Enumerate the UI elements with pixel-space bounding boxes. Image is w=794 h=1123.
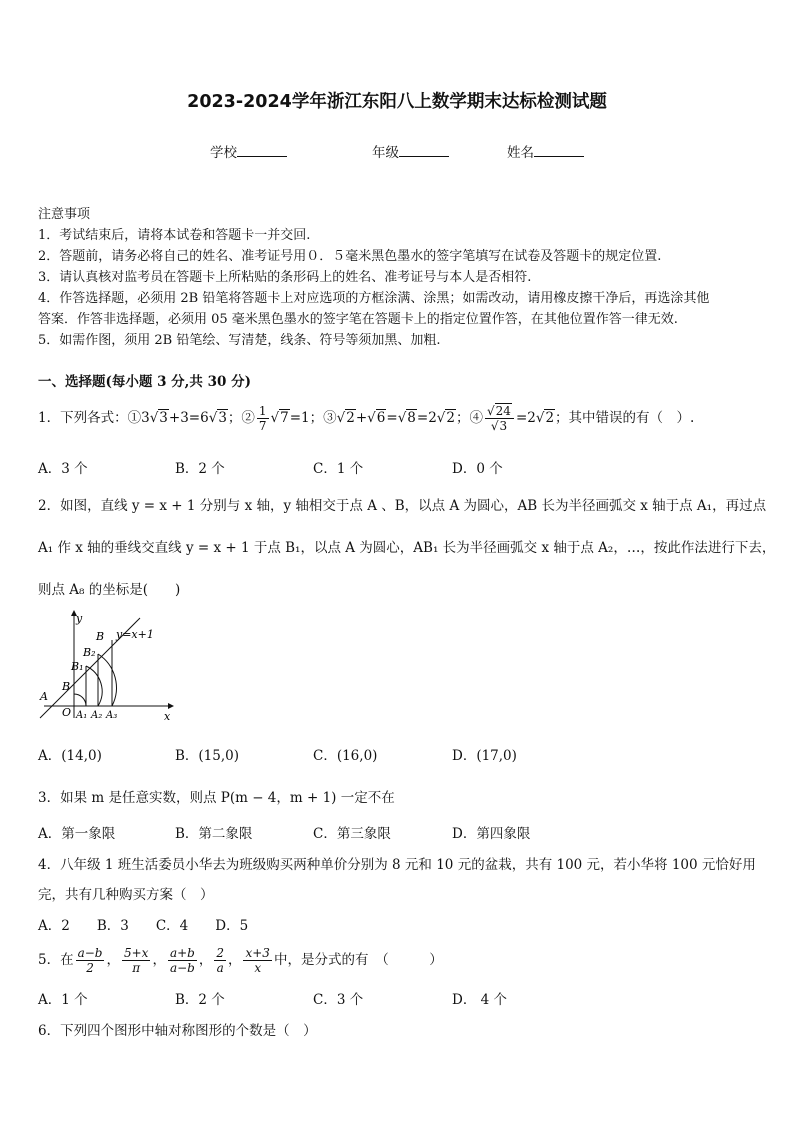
- grade-label: 年级: [372, 145, 399, 161]
- point-a-label: A: [40, 690, 48, 703]
- question-4-line1: 4．八年级 1 班生活委员小华去为班级购买两种单价分别为 8 元和 10 元的盆栽，共有 100 元，若小华将 100 元恰好用: [38, 857, 756, 873]
- option-c[interactable]: C．(16,0): [313, 748, 378, 764]
- point-b3-label: B: [96, 630, 105, 643]
- question-2-figure: [36, 608, 176, 720]
- school-field[interactable]: [210, 141, 287, 161]
- point-a1-label: A₁: [76, 710, 88, 720]
- notice-item: 5．如需作图，须用 2B 铅笔绘、写清楚，线条、符号等须加黑、加粗.: [38, 333, 441, 348]
- option-b[interactable]: B．2 个: [175, 992, 225, 1008]
- option-a[interactable]: A．(14,0): [38, 748, 102, 764]
- question-1: 1．下列各式：①3√3+3=6√3；② $\frac{1}{7}$ √7=1；③√2+√6=√8=2√2；④ $\frac{√24}{√3}$ =2√2；其中错误的有（ ）.: [38, 404, 695, 433]
- line-label: y=x+1: [116, 628, 154, 641]
- option-a[interactable]: A．1 个: [38, 992, 88, 1008]
- x-axis-label: x: [164, 710, 171, 720]
- option-b[interactable]: B．2 个: [175, 461, 225, 477]
- notice-item: 3．请认真核对监考员在答题卡上所粘贴的条形码上的姓名、准考证号与本人是否相符.: [38, 270, 532, 285]
- grade-field[interactable]: [372, 141, 449, 161]
- question-2-line1: 2．如图，直线 y = x + 1 分别与 x 轴，y 轴相交于点 A 、B，以点 A 为圆心，AB 长为半径画弧交 x 轴于点 A₁，再过点: [38, 498, 767, 514]
- option-a[interactable]: A．3 个: [38, 461, 88, 477]
- option-d[interactable]: D．第四象限: [452, 826, 531, 842]
- question-5: 5．在 $\frac{a-b}{2}$ ， $\frac{5+x}{\pi}$ ， $\frac{a+b}{a-b}$ ， $\frac{2}{a}$ ， $\frac{x+3}{x}$ 中，是分式的有 （ ）: [38, 946, 443, 975]
- option-d[interactable]: D．(17,0): [452, 748, 517, 764]
- question-4-options[interactable]: A．2 B．3 C．4 D．5: [38, 918, 249, 934]
- notice-item: 2．答题前，请务必将自己的姓名、准考证号用０．５毫米黑色墨水的签字笔填写在试卷及答题卡的规定位置.: [38, 249, 662, 264]
- point-b-label: B: [62, 680, 71, 693]
- question-3: 3．如果 m 是任意实数，则点 P(m − 4，m + 1) 一定不在: [38, 790, 395, 806]
- option-a[interactable]: A．第一象限: [38, 826, 116, 842]
- point-b1-label: B₁: [71, 660, 84, 673]
- question-2-line3: 则点 A₈ 的坐标是( ): [38, 582, 181, 598]
- question-2-line2: A₁ 作 x 轴的垂线交直线 y = x + 1 于点 B₁，以点 A 为圆心，AB₁ 长为半径画弧交 x 轴于点 A₂，…，按此作法进行下去，: [38, 540, 776, 556]
- page-title: 2023-2024学年浙江东阳八上数学期末达标检测试题: [187, 92, 607, 112]
- point-b2-label: B₂: [83, 646, 96, 659]
- option-d[interactable]: D．0 个: [452, 461, 503, 477]
- name-field[interactable]: [507, 141, 584, 161]
- option-d[interactable]: D． 4 个: [452, 992, 507, 1008]
- option-b[interactable]: B．第二象限: [175, 826, 253, 842]
- point-a2-label: A₂: [91, 710, 103, 720]
- option-c[interactable]: C．第三象限: [313, 826, 391, 842]
- school-label: 学校: [210, 145, 237, 161]
- y-axis-label: y: [76, 612, 83, 625]
- notice-item: 答案．作答非选择题，必须用 05 毫米黑色墨水的签字笔在答题卡上的指定位置作答，在其他位置作答一律无效.: [38, 312, 678, 327]
- notice-item: 1．考试结束后，请将本试卷和答题卡一并交回.: [38, 228, 311, 243]
- question-6: 6．下列四个图形中轴对称图形的个数是（ ）: [38, 1023, 317, 1039]
- point-a3-label: A₃: [106, 710, 118, 720]
- notice-item: 4．作答选择题，必须用 2B 铅笔将答题卡上对应选项的方框涂满、涂黑；如需改动，请用橡皮擦干净后，再选涂其他: [38, 291, 710, 306]
- origin-label: O: [62, 706, 72, 719]
- name-label: 姓名: [507, 145, 534, 161]
- option-c[interactable]: C．3 个: [313, 992, 364, 1008]
- option-b[interactable]: B．(15,0): [175, 748, 240, 764]
- section-heading: 一、选择题(每小题 3 分,共 30 分): [38, 374, 251, 390]
- option-c[interactable]: C．1 个: [313, 461, 364, 477]
- question-4-line2: 完，共有几种购买方案（ ）: [38, 887, 214, 903]
- notice-heading: 注意事项: [38, 207, 91, 222]
